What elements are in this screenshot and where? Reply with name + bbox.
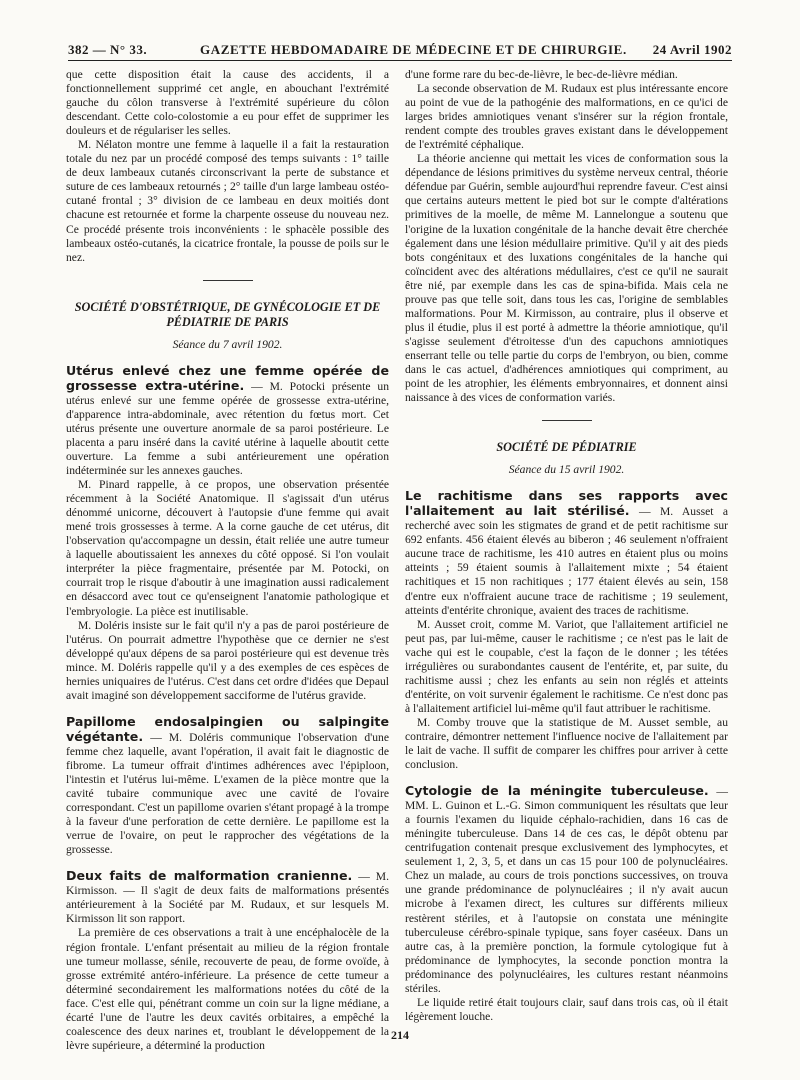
left-column xyxy=(66,68,389,1053)
article-title: Le rachitisme dans ses rapports avec l'allaitement au lait stérilisé. xyxy=(405,488,728,519)
continuation-paragraph: d'une forme rare du bec-de-lièvre, le bec-de-lièvre médian. xyxy=(405,68,678,81)
article-paragraph: M. Doléris insiste sur le fait qu'il n'y a pas de paroi postérieure de l'utérus. On pourrait admettre l'hypothèse que ce dernier ne s'est développé qu'aux dépens de sa paroi postérieure qui est devenue très mince. M. Doléris rappelle qu'il y a des exemples de ces espèces de hernies uniquaires de l'utérus. C'est dans cet ordre d'idées que Depaul avait imaginé son développement sacciforme de l'utérus gravide. xyxy=(66,618,389,702)
page-folio: 214 xyxy=(391,1028,409,1042)
article xyxy=(66,869,389,1053)
article-lead: — MM. L. Guinon et L.-G. Simon communiquent les résultats que leur a fournis l'examen du liquide céphalo-rachidien, dans 16 cas de méningite tuberculeuse. Dans 14 de ces cas, le dépôt obtenu par centrifugation contenait presque exclusivement des lymphocytes, et seulement 1, 2, 3, 5, et dans un cas 15 pour 100 de polynucléaires. Chez un malade, au cours de trois ponctions successives, on trouva une grande prédominance de polynucléaires ; il n'y avait aucun microbe à l'examen direct, les cultures sur différents milieux restèrent stériles, et à l'autopsie on constata une méningite tuberculeuse cérébro-spinale typique, sans foyer caséeux. Dans un autre cas, à la première ponction, la formule cytologique fut à prédominance de lymphocytes, la seconde ponction montra la prédominance des polynucléaires, les cultures restant néanmoins stériles. xyxy=(405,785,728,995)
nelaton-paragraph: M. Nélaton montre une femme à laquelle il a fait la restauration totale du nez par un procédé composé des temps suivants : 1° taille de deux lambeaux cutanés circonscrivant la perte de substance et suture de ces lambeaux retournés ; 2° taille d'un large lambeau ostéo-cutané frontal ; 3° division de ce lambeau en deux moitiés dont chacune est retournée et forme la charpente osseuse du nouveau nez. Ce procédé présente trois inconvénients : le sphacèle possible des lambeaux ostéo-cutanés, la cicatrice frontale, la pousse de poils sur le nez. xyxy=(66,138,389,264)
article-lead: — M. Kirmisson. — Il s'agit de deux faits de malformations présentés antérieurement à la Société par M. Rudaux, et sur lesquels M. Kirmisson lit son rapport. xyxy=(66,870,389,926)
continuation-paragraph: que cette disposition était la cause des accidents, il a fonctionnellement supprimé cet angle, en abouchant l'extrémité gauche du côlon transverse à l'extrémité supérieure du côlon descendant. Cette colo-colostomie a eu pour effet de supprimer les douleurs et de régulariser les selles. xyxy=(66,68,389,138)
article xyxy=(405,784,728,1024)
article-paragraph: M. Ausset croit, comme M. Variot, que l'allaitement artificiel ne peut pas, par lui-même, causer le rachitisme ; ce n'est pas le lait de vache qui est le coupable, c'est la façon de le donner ; les tétées irrégulières ou surabondantes causent de l'entérite, et, par suite, du rachitisme aussi ; chez les enfants au sein non réglés et atteints d'entérite, on voit survenir également le rachitisme. Ce n'est donc pas à l'allaitement artificiel lui-même qu'il faut attribuer le rachitisme. xyxy=(405,617,728,715)
section-separator xyxy=(542,420,592,421)
article-paragraph: M. Comby trouve que la statistique de M. Ausset semble, au contraire, démontrer nettement l'influence nocive de l'allaitement par le lait de vache. Il suffit de comparer les chiffres pour arriver à cette conclusion. xyxy=(405,715,728,772)
article-title: Deux faits de malformation cranienne. xyxy=(66,868,353,884)
section-separator xyxy=(203,280,253,281)
article-lead: — M. Doléris communique l'observation d'une femme chez laquelle, avant l'opération, il avait fait le diagnostic de fibrome. La tumeur offrait d'intimes adhérences avec l'épiploon, l'intestin et l'utérus lui-même. L'examen de la pièce montre que la cavité tubaire communique avec une cavité de l'ovaire correspondant. C'est un papillome ovarien s'étant propagé à la trompe à la faveur d'une perforation de cette dernière. Le papillome est la verrue de l'ovaire, on peut le rapprocher des végétations de la grossesse. xyxy=(66,730,389,857)
article-title: Utérus enlevé chez une femme opérée de grossesse extra-utérine. xyxy=(66,362,389,393)
article-paragraph: La première de ces observations a trait à une encéphalocèle de la région frontale. L'enfant présentait au milieu de la région frontale une tumeur mollasse, sénile, recouverte de peau, de forme ovoïde, à grosse extrémité antéro-inférieure. La présence de cette tumeur a déterminé secondairement les malformations notées du côté de la face. C'est elle qui, pénétrant comme un coin sur la ligne médiane, a écarté l'une de l'autre les deux cavités orbitaires, a empêché la coalescence des deux narines et, troublant le développement de la lèvre supérieure, a déterminé la production xyxy=(66,926,389,1052)
society-heading: SOCIÉTÉ D'OBSTÉTRIQUE, DE GYNÉCOLOGIE ET DE PÉDIATRIE DE PARIS xyxy=(74,299,381,329)
article xyxy=(66,364,389,703)
right-column xyxy=(405,68,728,1024)
article-lead: — M. Ausset a recherché avec soin les stigmates de grand et de petit rachitisme sur 692 enfants. 456 étaient élevés au biberon ; 46 seulement n'offraient aucune trace de rachitisme, les 410 autres en étaient plus ou moins atteints ; 59 étaient soumis à l'allaitement mixte ; 54 étaient rachitiques et 15 non rachitiques ; 177 étaient élevés au sein, 158 d'entre eux n'offraient aucune trace de rachitisme ; 19 seulement, atteints d'entérite chronique, avaient des traces de rachitisme. xyxy=(405,505,728,617)
article-paragraph: Le liquide retiré était toujours clair, sauf dans trois cas, où il était légèrement louche. xyxy=(405,995,728,1023)
society-heading: SOCIÉTÉ DE PÉDIATRIE xyxy=(496,440,637,455)
running-header xyxy=(68,40,732,61)
article-title: Papillome endosalpingien ou salpingite végétante. xyxy=(66,713,389,744)
session-date: Séance du 7 avril 1902. xyxy=(172,337,283,351)
article xyxy=(405,489,728,772)
article-lead: — M. Potocki présente un utérus enlevé sur une femme opérée de grossesse extra-utérine, d'apparence intra-abdominale, avec rétention du fœtus mort. Cet utérus présente une ouverture anormale de sa paroi postérieure. Le placenta a paru inséré dans la cavité utérine à laquelle aboutit cette ouverture. La femme a subi antérieurement une opération indéterminée sur les annexes gauches. xyxy=(66,379,389,478)
issue-date: 24 Avril 1902 xyxy=(652,42,732,57)
article-paragraph: La seconde observation de M. Rudaux est plus intéressante encore au point de vue de la pathogénie des malformations, en ce qu'ici de larges brides amniotiques venant s'insérer sur la région frontale, rendent compte des troubles graves existant dans le développement de l'extrémité céphalique. xyxy=(405,82,728,152)
article xyxy=(66,715,389,857)
journal-title: GAZETTE HEBDOMADAIRE DE MÉDECINE ET DE CHIRURGIE. xyxy=(200,42,627,57)
article-paragraph: La théorie ancienne qui mettait les vices de conformation sous la dépendance de lésions primitives du système nerveux central, théorie défendue par Guérin, semble aujourd'hui reprendre faveur. C'est ainsi que certains auteurs mettent le pied bot sur le compte d'altérations primitives de la moelle, de même M. Lannelongue a soutenu que l'origine de la luxation congénitale de la hanche devait être cherchée également dans une lésion médullaire primitive. Qu'il y ait des pieds bots congénitaux et des luxations congénitales de la hanche qui coïncident avec des altérations médullaires, c'est ce qu'il ne saurait être nié, par exemple dans les cas de spina-bifida. Mais cela ne prouve pas que telle soit, dans tous les cas, l'origine de semblables malformations. Pour M. Kirmisson, au contraire, plus il observe et plus il étudie, plus il est porté à admettre la théorie amniotique, qu'il s'agisse seulement d'étroitesse d'un des capuchons amniotiques enserrant telle ou telle partie du corps de l'embryon, ou bien, comme dans le cas actuel, d'adhérences amniotiques qui compriment, au point de les atrophier, les éléments embryonnaires, et donnent ainsi naissance à des vices de conformation variés. xyxy=(405,152,728,405)
session-date: Séance du 15 avril 1902. xyxy=(508,463,625,477)
article-paragraph: M. Pinard rappelle, à ce propos, une observation présentée récemment à la Société Anatomique. Il s'agissait d'un utérus dénommé unicorne, découvert à l'autopsie d'une femme qui avait mené trois grossesses à terme. A la corne gauche de cet utérus, dit l'observation qu'accompagne un dessin, était reliée une autre tumeur à laquelle aboutissaient les annexes du côté opposé. Si l'on voulait interpréter la pièce fragmentaire, présentée par M. Potocki, on courrait trop le risque d'aboutir à une imagination aussi radicalement en désaccord avec tout ce qu'enseignent l'anatomie pathologique et l'embryologie. La pièce est inutilisable. xyxy=(66,478,389,618)
page-number: 382 — N° 33. xyxy=(68,42,148,57)
article-title: Cytologie de la méningite tuberculeuse. xyxy=(405,783,709,799)
